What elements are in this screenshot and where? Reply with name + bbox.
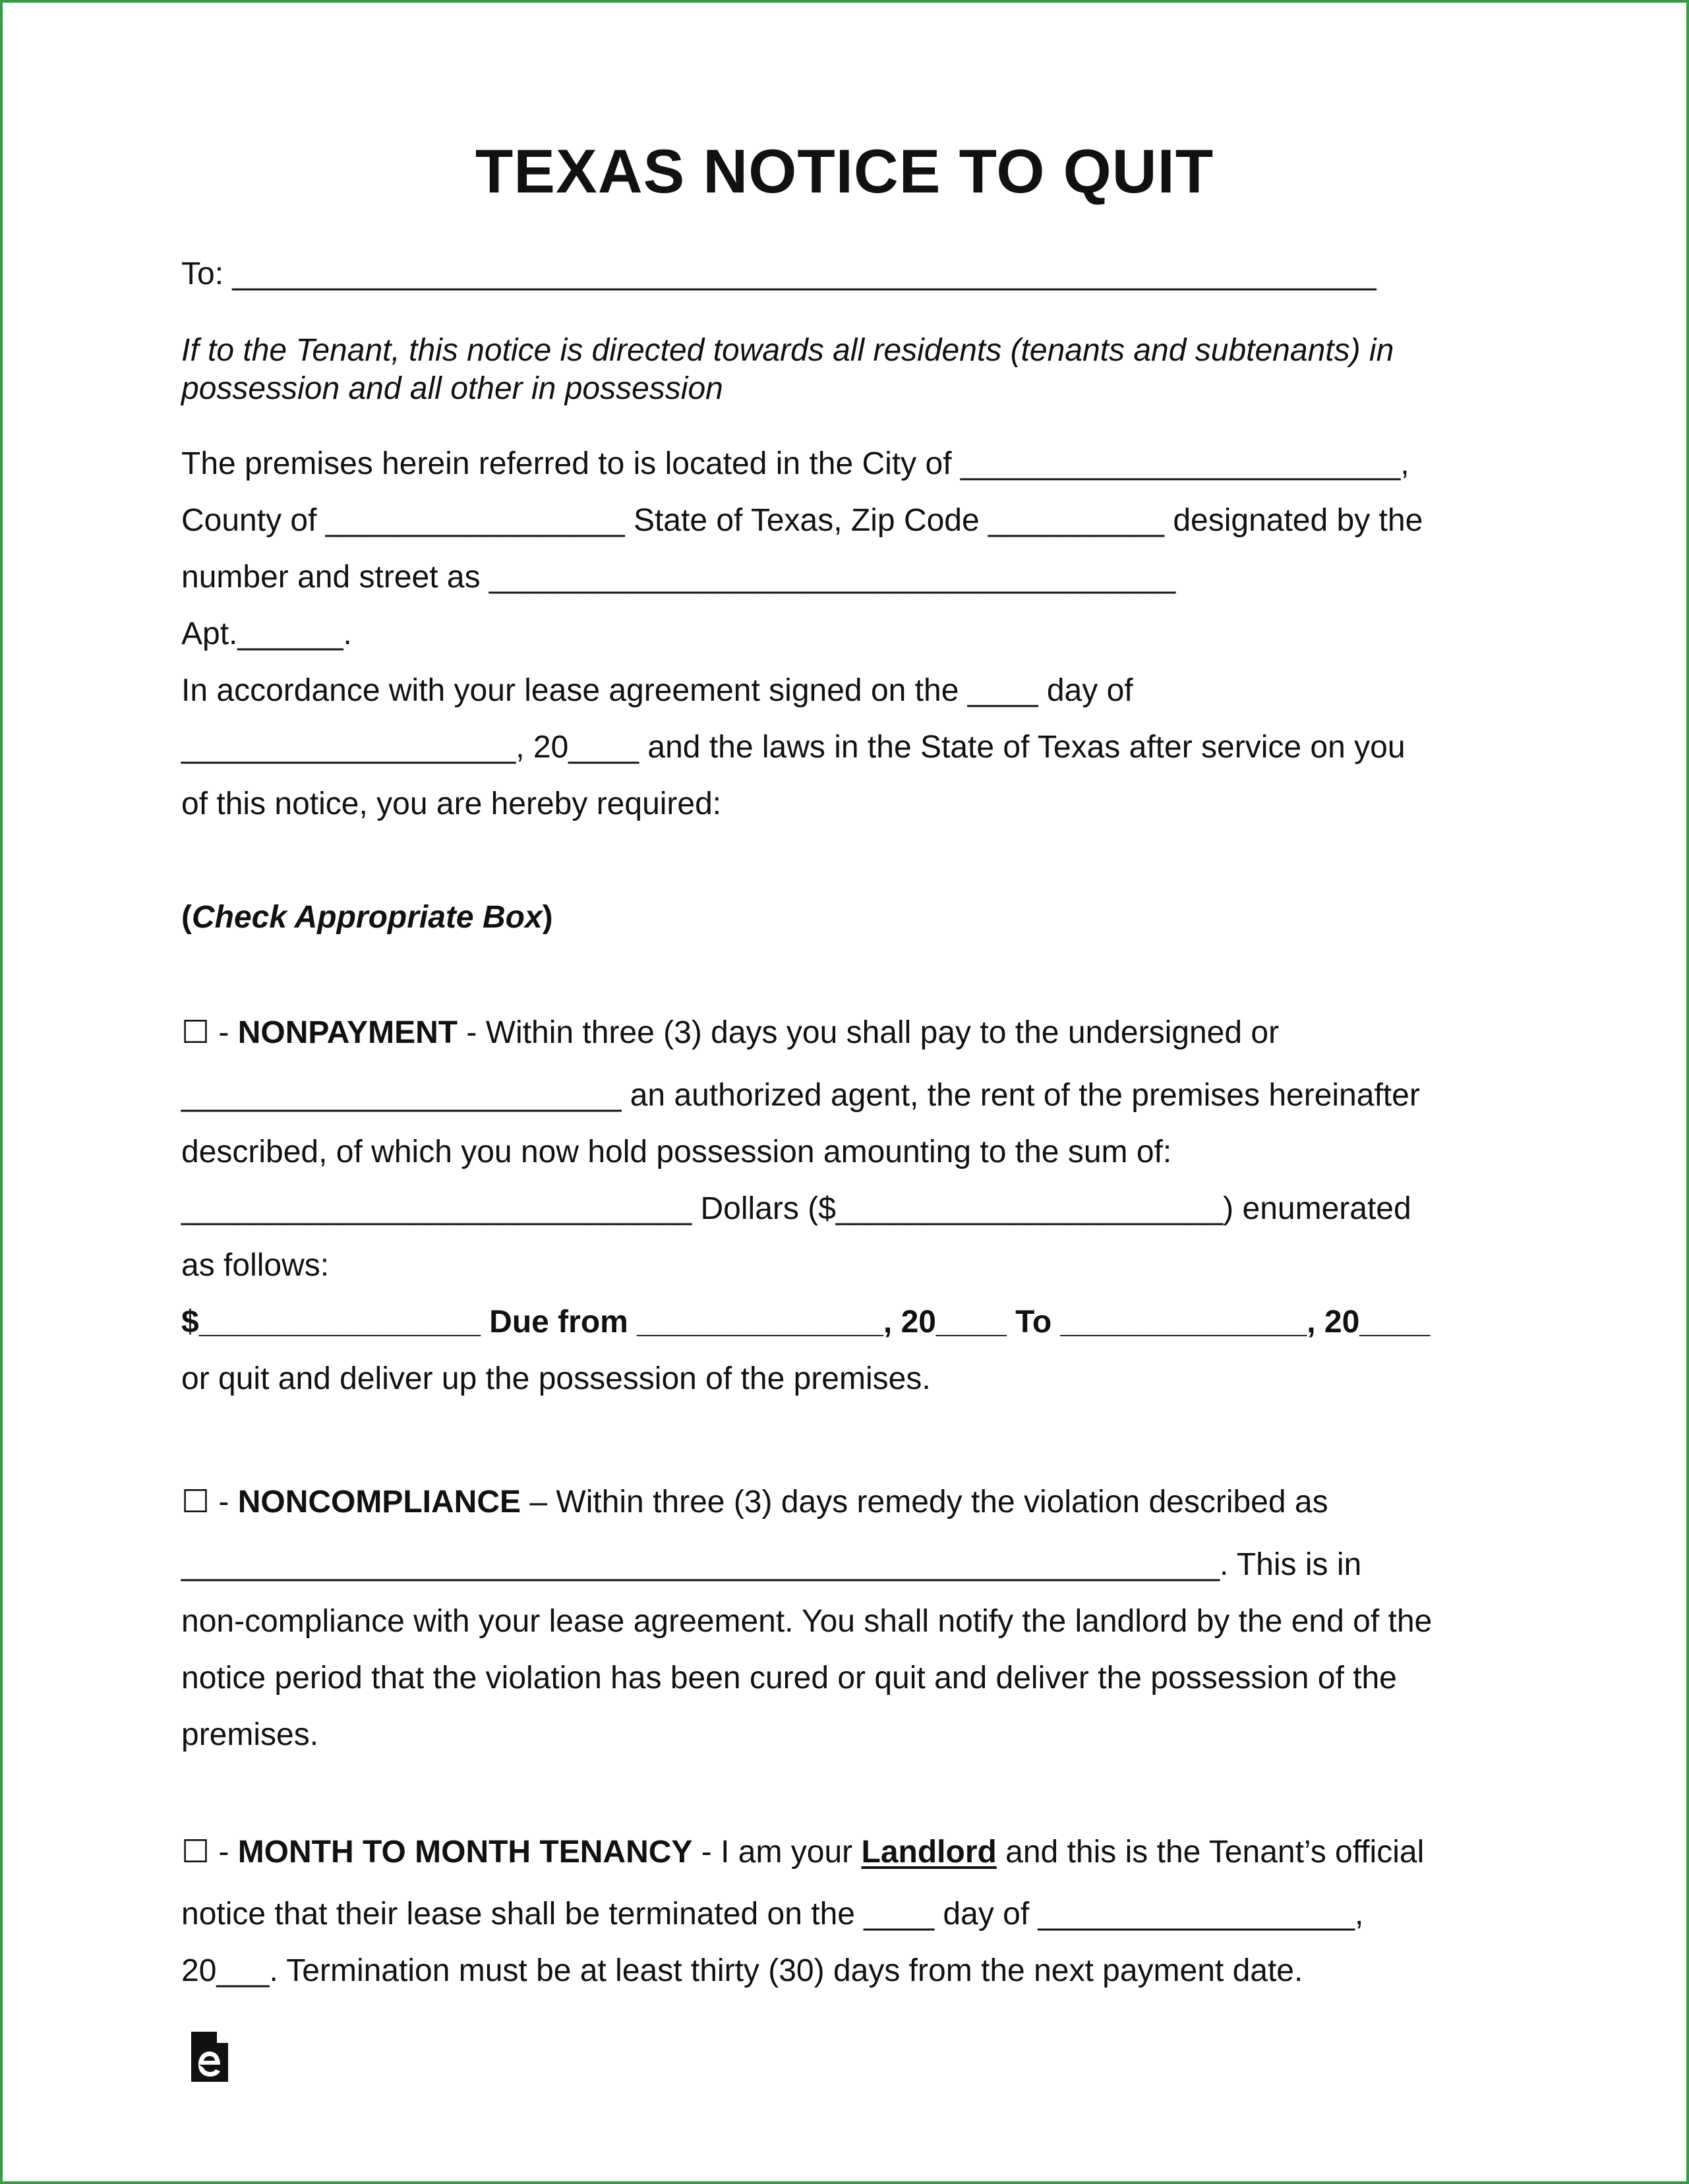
month-to-month-heading: MONTH TO MONTH TENANCY — [237, 1835, 693, 1870]
nonpayment-line: or quit and deliver up the possession of the premises. — [181, 1361, 931, 1396]
landlord-label: Landlord — [861, 1835, 997, 1870]
noncompliance-line: ___________________________________________________________. This is in — [181, 1547, 1362, 1582]
noncompliance-line: notice period that the violation has been cured or quit and deliver the possession of the — [181, 1661, 1397, 1696]
premises-line: The premises herein referred to is located in the City of _________________________, — [181, 446, 1409, 481]
tenant-note-line-1: If to the Tenant, this notice is directed towards all residents (tenants and subtenants) in — [181, 333, 1394, 368]
nonpayment-line: as follows: — [181, 1248, 330, 1283]
noncompliance-line: non-compliance with your lease agreement. You shall notify the landlord by the end of the — [181, 1604, 1433, 1639]
premises-line: Apt.______. — [181, 616, 352, 651]
nonpayment-option: ☐ - NONPAYMENT - Within three (3) days you shall pay to the undersigned or — [181, 1015, 1280, 1050]
month-to-month-line: 20___. Termination must be at least thirty (30) days from the next payment date. — [181, 1953, 1303, 1988]
noncompliance-line: premises. — [181, 1717, 319, 1752]
month-to-month-checkbox[interactable]: ☐ - — [181, 1835, 238, 1870]
nonpayment-line: _____________________________ Dollars ($______________________) enumerated — [181, 1191, 1411, 1226]
nonpayment-line: _________________________ an authorized agent, the rent of the premises hereinafter — [181, 1078, 1420, 1113]
premises-line: ___________________, 20____ and the laws in the State of Texas after service on you — [181, 730, 1406, 765]
premises-line: County of _________________ State of Texas, Zip Code __________ designated by the — [181, 503, 1423, 538]
premises-line: number and street as _______________________________________ — [181, 560, 1176, 595]
premises-line: of this notice, you are hereby required: — [181, 786, 722, 821]
noncompliance-heading: NONCOMPLIANCE — [237, 1485, 521, 1520]
premises-line: In accordance with your lease agreement signed on the ____ day of — [181, 673, 1133, 708]
document-title: TEXAS NOTICE TO QUIT — [475, 136, 1214, 206]
tenant-note-line-2: possession and all other in possession — [181, 371, 723, 406]
to-line: To: _________________________________________________________________ — [181, 256, 1377, 291]
nonpayment-heading: NONPAYMENT — [237, 1015, 458, 1050]
month-to-month-line: notice that their lease shall be terminated on the ____ day of __________________, — [181, 1897, 1364, 1932]
month-to-month-option: ☐ - MONTH TO MONTH TENANCY - I am your Landlord and this is the Tenant’s official — [181, 1835, 1425, 1870]
noncompliance-checkbox[interactable]: ☐ - — [181, 1485, 238, 1520]
nonpayment-checkbox[interactable]: ☐ - — [181, 1015, 238, 1050]
check-box-instruction: (Check Appropriate Box) — [181, 900, 553, 935]
document-e-icon — [190, 2030, 229, 2083]
noncompliance-option: ☐ - NONCOMPLIANCE – Within three (3) days remedy the violation described as — [181, 1485, 1328, 1520]
nonpayment-due-line: $________________ Due from ______________, 20____ To ______________, 20____ — [181, 1305, 1431, 1340]
nonpayment-line: described, of which you now hold possession amounting to the sum of: — [181, 1135, 1172, 1169]
